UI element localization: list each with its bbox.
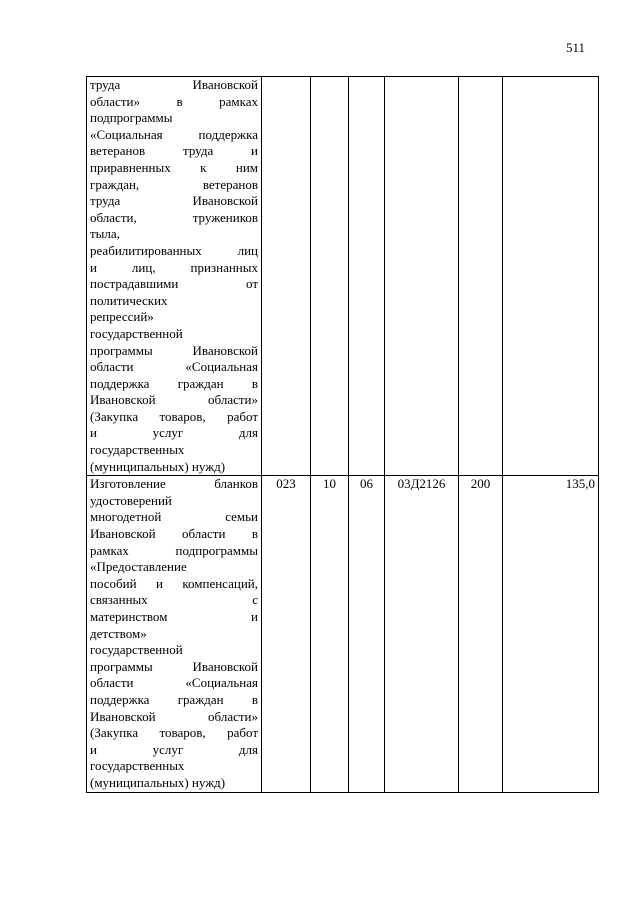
description-line: подпрограммы [90,110,173,126]
page-number: 511 [566,40,586,55]
table-row [87,77,599,476]
description-line: области, тружеников [90,209,258,225]
expense-type-cell [459,77,503,476]
description-line: программы Ивановской [90,342,258,358]
description-line: государственной [90,642,183,658]
section-code-cell [311,77,349,476]
description-line: государственной [90,325,183,341]
description-line: ветеранов труда и [90,143,258,159]
description-line: и услуг для [90,741,258,757]
description-line: многодетной семьи [90,509,258,525]
description-cell [87,77,262,476]
description-line: (Закупка товаров, работ [90,725,258,741]
description-line: поддержка граждан в [90,375,258,391]
description-line: удостоверений [90,492,172,508]
description-cell [87,476,262,792]
description-line: (муниципальных) нужд) [90,458,226,474]
subsection-code-cell [349,77,385,476]
description-line: детством» [90,625,147,641]
section-code-cell: 10 [311,476,349,792]
description-line: «Социальная поддержка [90,126,258,142]
description-line: рамках подпрограммы [90,542,258,558]
ministry-code-cell [262,77,311,476]
description-line: Ивановской области» [90,708,258,724]
description-line: программы Ивановской [90,658,258,674]
table-row [87,476,599,792]
description-line: труда Ивановской [90,193,258,209]
description-line: Ивановской области» [90,392,258,408]
description-line: области «Социальная [90,675,258,691]
description-line: государственных [90,442,185,458]
description-line: пособий и компенсаций, [90,575,258,591]
description-line: тыла, [90,226,120,242]
amount-cell: 135,0 [503,476,599,792]
target-item-cell [385,77,459,476]
description-line: Ивановской области в [90,526,258,542]
expense-type-cell: 200 [459,476,503,792]
description-line: материнством и [90,609,258,624]
subsection-code-cell: 06 [349,476,385,792]
description-line: (Закупка товаров, работ [90,408,258,424]
target-item-cell: 03Д2126 [385,476,459,792]
description-line: и услуг для [90,425,258,441]
budget-table [86,76,599,793]
description-line: приравненных к ним [90,159,258,175]
description-line: поддержка граждан в [90,691,258,707]
description-line: Изготовление бланков [90,476,258,492]
description-line: связанных с [90,592,258,608]
description-line: и лиц, признанных [90,259,258,275]
description-line: «Предоставление [90,559,187,575]
ministry-code-cell: 023 [262,476,311,792]
table-body [87,77,599,793]
description-line: репрессий» [90,309,154,325]
description-line: государственных [90,758,185,774]
description-line: области» в рамках [90,93,258,109]
description-line: политических [90,292,168,308]
amount-cell [503,77,599,476]
description-line: реабилитированных лиц [90,242,258,258]
description-line: области «Социальная [90,359,258,375]
description-line: (муниципальных) нужд) [90,774,226,790]
description-line: граждан, ветеранов [90,176,258,192]
description-line: труда Ивановской [90,77,258,92]
description-line: пострадавшими от [90,276,258,292]
